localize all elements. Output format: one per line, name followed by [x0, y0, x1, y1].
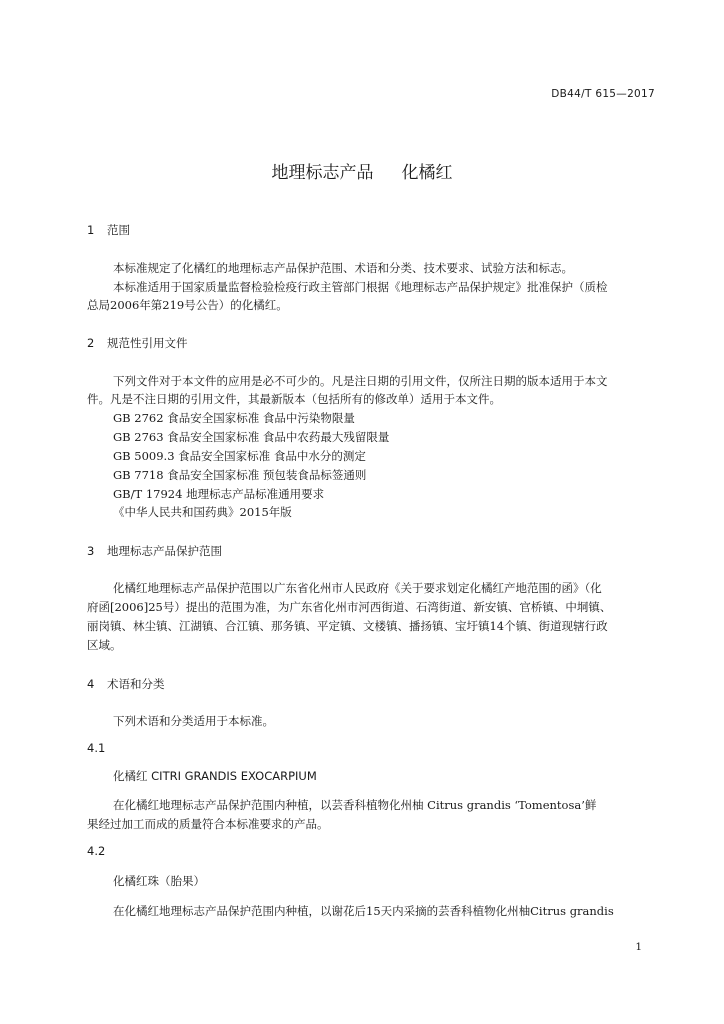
reference-item: GB 2762 食品安全国家标准 食品中污染物限量	[113, 411, 355, 425]
paragraph: 在化橘红地理标志产品保护范围内种植，以谢花后15天内采摘的芸香科植物化州柚Citrus grandis	[113, 904, 614, 918]
section-3-title: 地理标志产品保护范围	[107, 544, 222, 558]
term-heading: 化橘红珠（胎果）	[113, 874, 205, 888]
paragraph: 果经过加工而成的质量符合本标准要求的产品。	[87, 817, 329, 831]
section-2-heading	[87, 335, 188, 351]
paragraph: 本标准适用于国家质量监督检验检疫行政主管部门根据《地理标志产品保护规定》批准保护（质检	[113, 280, 608, 294]
title-part-1: 地理标志产品	[271, 163, 374, 183]
paragraph: 下列术语和分类适用于本标准。	[113, 714, 274, 728]
paragraph: 在化橘红地理标志产品保护范围内种植，以芸香科植物化州柚 Citrus grandis ‘Tomentosa’鲜	[113, 798, 597, 812]
reference-item: GB 5009.3 食品安全国家标准 食品中水分的测定	[113, 449, 366, 463]
standard-id: DB44/T 615—2017	[551, 88, 655, 100]
subsection-4-2-number: 4.2	[87, 844, 106, 858]
section-2-title: 规范性引用文件	[107, 336, 188, 350]
title-part-2: 化橘红	[401, 163, 453, 183]
section-3-heading	[87, 543, 222, 559]
paragraph: 下列文件对于本文件的应用是必不可少的。凡是注日期的引用文件，仅所注日期的版本适用于本文	[113, 374, 608, 388]
section-3-number: 3	[87, 544, 95, 558]
subsection-4-1-number: 4.1	[87, 741, 106, 755]
paragraph: 化橘红地理标志产品保护范围以广东省化州市人民政府《关于要求划定化橘红产地范围的函》（化	[113, 581, 602, 595]
section-4-title: 术语和分类	[107, 677, 165, 691]
reference-item: 《中华人民共和国药典》2015年版	[113, 505, 292, 519]
section-4-number: 4	[87, 677, 95, 691]
paragraph: 区域。	[87, 638, 122, 652]
paragraph: 丽岗镇、林尘镇、江湖镇、合江镇、那务镇、平定镇、文楼镇、播扬镇、宝圩镇14个镇、街道现辖行政	[87, 619, 608, 633]
page-title	[0, 158, 724, 183]
paragraph: 本标准规定了化橘红的地理标志产品保护范围、术语和分类、技术要求、试验方法和标志。	[113, 261, 573, 275]
term-heading: 化橘红 CITRI GRANDIS EXOCARPIUM	[113, 769, 317, 783]
reference-item: GB/T 17924 地理标志产品标准通用要求	[113, 487, 325, 501]
reference-item: GB 2763 食品安全国家标准 食品中农药最大残留限量	[113, 430, 390, 444]
paragraph: 件。凡是不注日期的引用文件，其最新版本（包括所有的修改单）适用于本文件。	[87, 392, 501, 406]
section-1-number: 1	[87, 223, 95, 237]
page-number: 1	[635, 941, 642, 953]
section-2-number: 2	[87, 336, 95, 350]
section-1-title: 范围	[107, 223, 130, 237]
section-4-heading	[87, 676, 165, 692]
paragraph: 府函[2006]25号）提出的范围为准，为广东省化州市河西街道、石湾街道、新安镇、官桥镇、中垌镇、	[87, 600, 612, 614]
section-1-heading	[87, 222, 130, 238]
reference-item: GB 7718 食品安全国家标准 预包装食品标签通则	[113, 468, 367, 482]
paragraph: 总局2006年第219号公告）的化橘红。	[87, 298, 288, 312]
